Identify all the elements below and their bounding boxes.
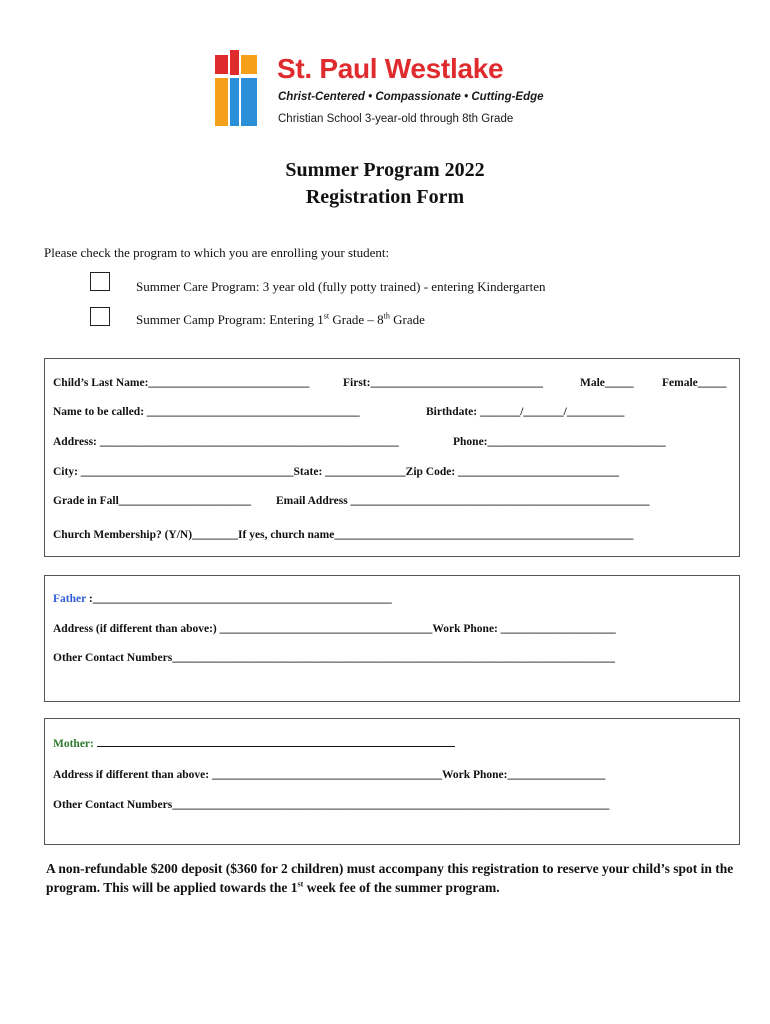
deposit-notice: A non-refundable $200 deposit ($360 for 2 children) must accompany this registration to reserve your child’s spot in the program. This will be applied towards the 1st week fee of the summer program. [46,861,734,895]
summer-camp-label: Summer Camp Program: Entering 1st Grade – 8th Grade [136,311,425,327]
form-title-line2: Registration Form [305,186,465,208]
father-address-field[interactable]: Address (if different than above:) _____________________________________Work Phone: ____________________ [53,623,616,635]
mother-other-contact-field[interactable]: Other Contact Numbers____________________________________________________________________________ [53,799,610,811]
male-field[interactable]: Male_____ [580,377,634,389]
mother-name-line [97,736,455,747]
name-to-be-called-field[interactable]: Name to be called: _____________________________________ [53,406,360,418]
logo-tagline: Christ-Centered • Compassionate • Cutting-Edge [278,91,544,103]
city-state-zip-field[interactable]: City: _____________________________________State: ______________Zip Code: ____________________________ [53,466,620,478]
summer-camp-checkbox[interactable] [90,307,110,326]
grade-in-fall-field[interactable]: Grade in Fall_______________________ [53,495,252,507]
cross-logo-icon [215,50,271,130]
child-last-name-field[interactable]: Child’s Last Name:____________________________ [53,377,310,389]
summer-care-label: Summer Care Program: 3 year old (fully potty trained) - entering Kindergarten [136,279,546,294]
mother-label: Mother: [53,738,94,750]
phone-field[interactable]: Phone:_______________________________ [453,436,666,448]
birthdate-field[interactable]: Birthdate: _______/_______/__________ [426,406,625,418]
mother-address-field[interactable]: Address if different than above: ________________________________________Work Phone:_________________ [53,769,606,781]
form-title-line1: Summer Program 2022 [285,159,485,181]
father-label: Father [53,593,87,605]
child-first-name-field[interactable]: First:______________________________ [343,377,543,389]
address-field[interactable]: Address: ____________________________________________________ [53,436,399,448]
father-other-contact-field[interactable]: Other Contact Numbers_____________________________________________________________________________ [53,652,615,664]
summer-care-checkbox[interactable] [90,272,110,291]
female-field[interactable]: Female_____ [662,377,727,389]
logo-school-name: St. Paul Westlake [277,53,504,84]
email-address-field[interactable]: Email Address ____________________________________________________ [276,495,650,507]
church-membership-field[interactable]: Church Membership? (Y/N)________If yes, church name____________________________________________________ [53,529,634,541]
father-name-field[interactable]: Father :____________________________________________________ [53,593,392,605]
mother-name-field[interactable] [53,736,455,750]
program-instructions: Please check the program to which you are enrolling your student: [44,245,390,260]
logo-subtitle: Christian School 3-year-old through 8th Grade [278,113,514,125]
school-logo [215,50,565,130]
